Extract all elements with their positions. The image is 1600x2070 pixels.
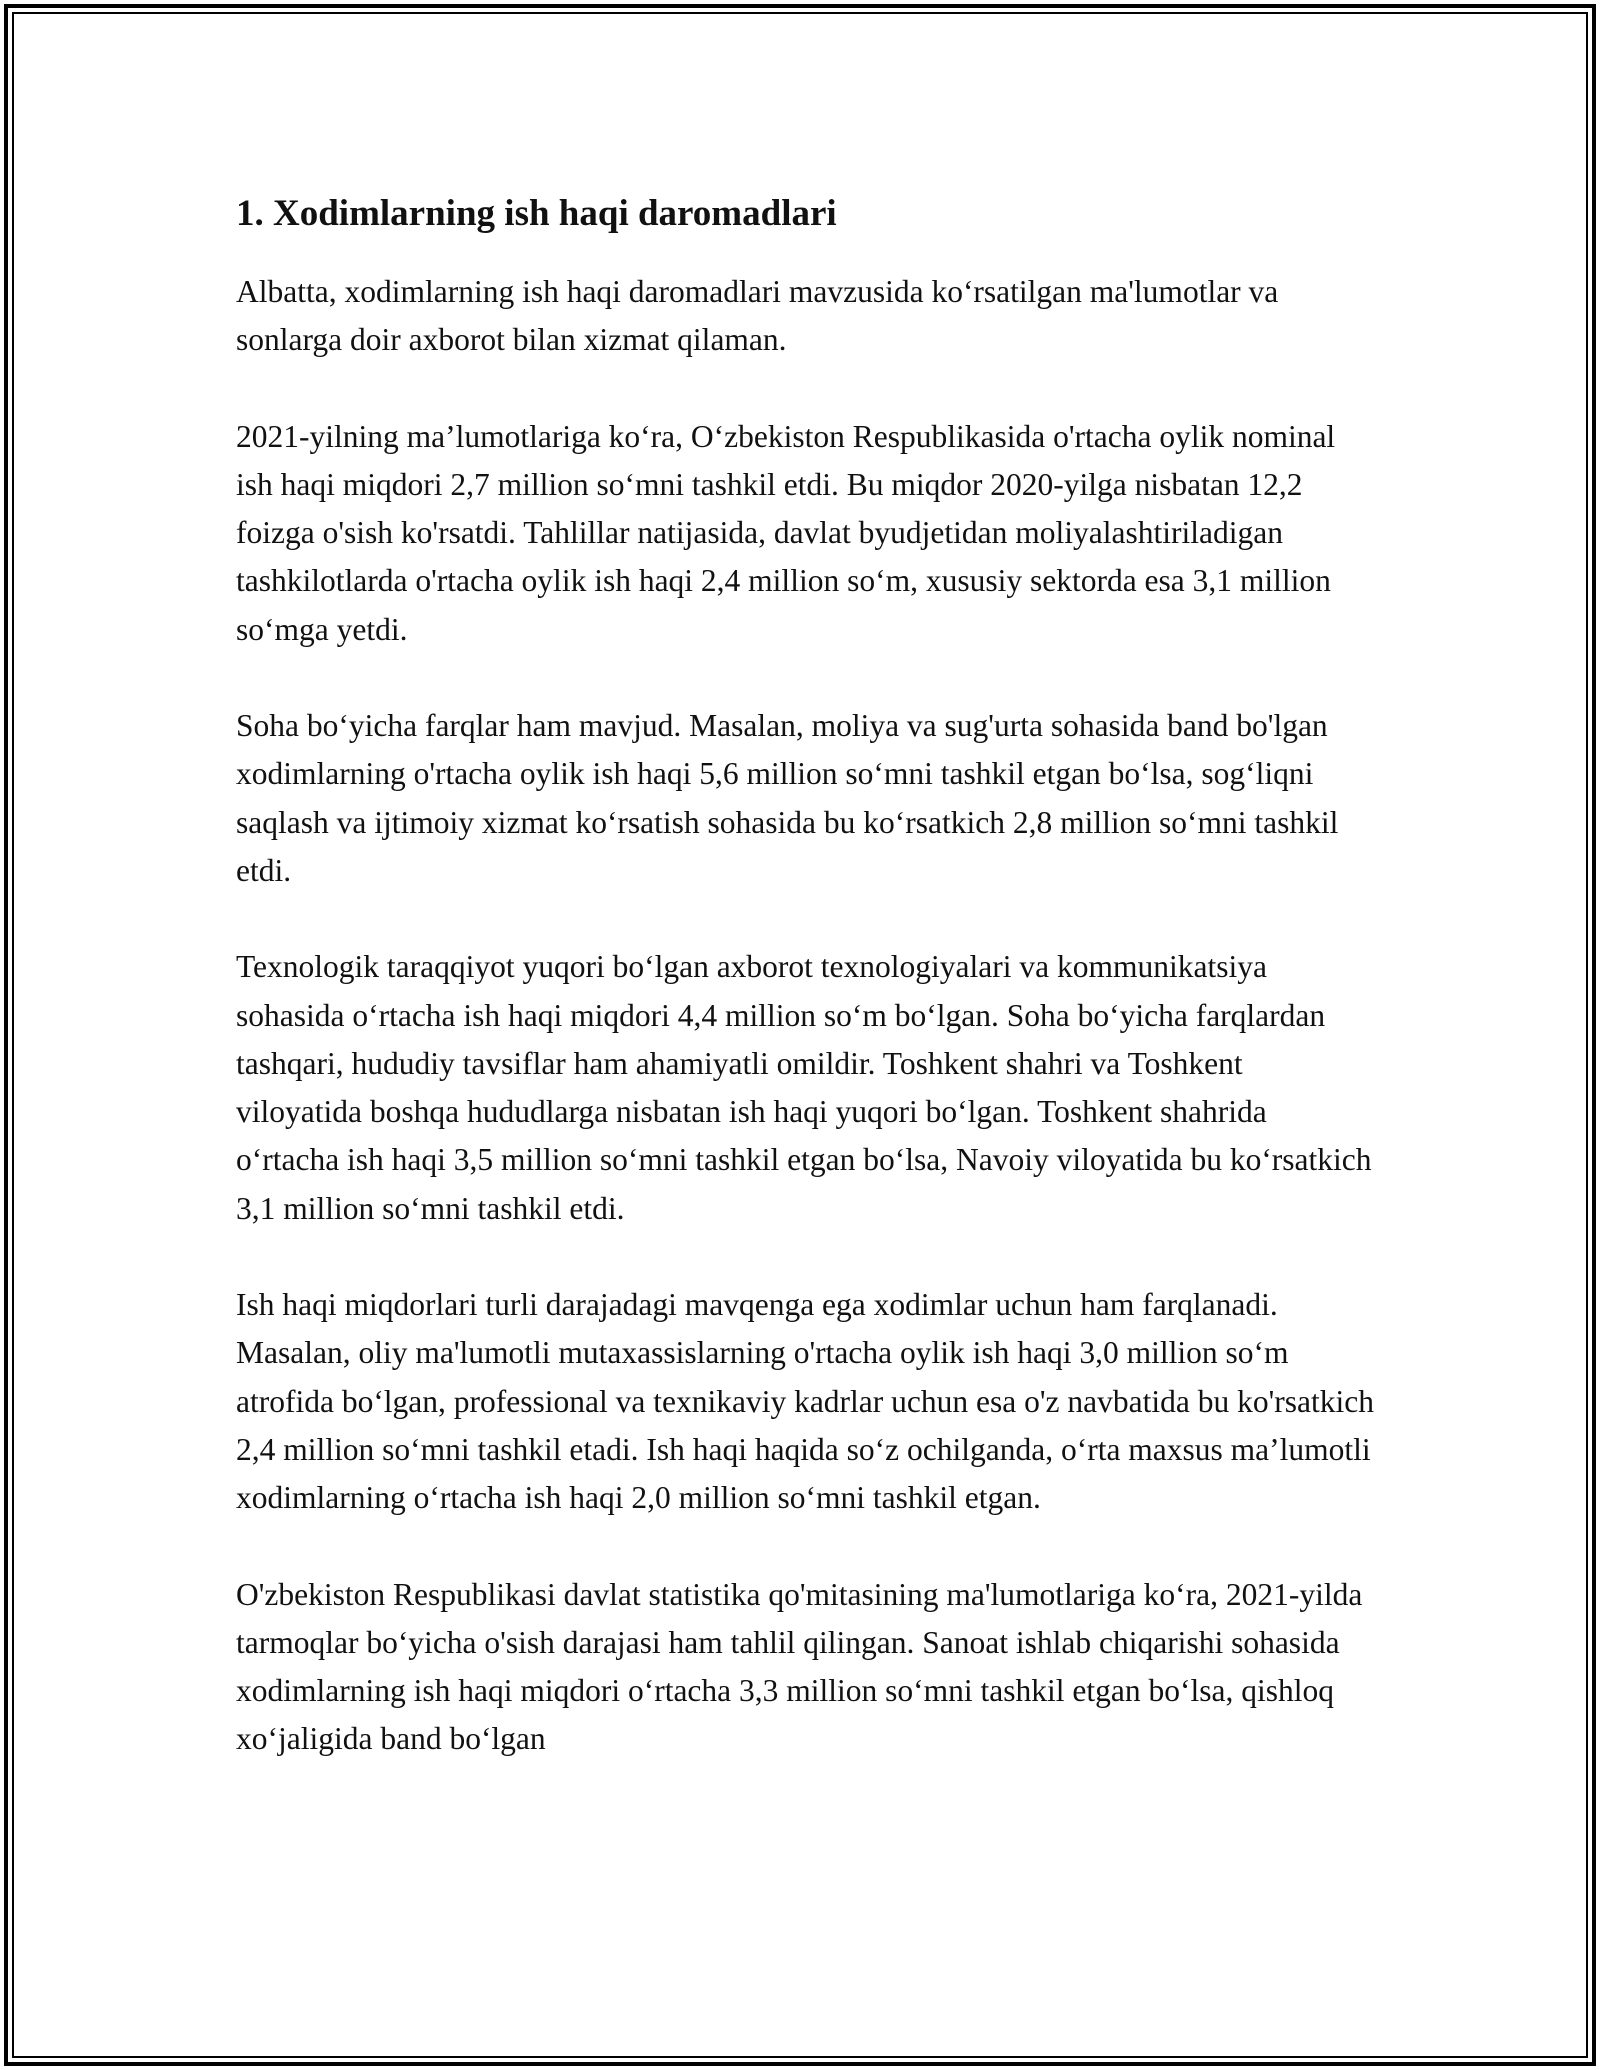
paragraph-sector-differences: Soha bo‘yicha farqlar ham mavjud. Masalan, moliya va sug'urta sohasida band bo'lgan xodimlarning o'rtacha oylik ish haqi 5,6 million so‘mni tashkil etgan bo‘lsa, sog‘liqni saqlash va ijtimoiy xizmat ko‘rsatish sohasida bu ko‘rsatkich 2,8 million so‘mni tashkil etdi. [236,708,1339,888]
paragraph-intro: Albatta, xodimlarning ish haqi daromadlari mavzusida ko‘rsatilgan ma'lumotlar va sonlarga doir axborot bilan xizmat qilaman. [236,274,1279,358]
paragraph-average-wage-2021: 2021-yilning ma’lumotlariga ko‘ra, O‘zbekiston Respublikasida o'rtacha oylik nominal ish haqi miqdori 2,7 million so‘mni tashkil etdi. Bu miqdor 2020-yilga nisbatan 12,2 foizga o'sish ko'rsatdi. Tahlillar natijasida, davlat byudjetidan moliyalashtiriladigan tashkilotlarda o'rtacha oylik ish haqi 2,4 million so‘m, xususiy sektorda esa 3,1 million so‘mga yetdi. [236,418,1336,647]
paragraph-statistics-committee: O'zbekiston Respublikasi davlat statistika qo'mitasining ma'lumotlariga ko‘ra, 2021-yilda tarmoqlar bo‘yicha o'sish darajasi ham tahlil qilingan. Sanoat ishlab chiqarishi sohasida xodimlarning ish haqi miqdori o‘rtacha 3,3 million so‘mni tashkil etgan bo‘lsa, qishloq xo‘jaligida band bo‘lgan [236,1576,1363,1757]
paragraph-it-and-regions: Texnologik taraqqiyot yuqori bo‘lgan axborot texnologiyalari va kommunikatsiya sohasida o‘rtacha ish haqi miqdori 4,4 million so‘m bo‘lgan. Soha bo‘yicha farqlardan tashqari, hududiy tavsiflar ham ahamiyatli omildir. Toshkent shahri va Toshkent viloyatida boshqa hududlarga nisbatan ish haqi yuqori bo‘lgan. Toshkent shahrida o‘rtacha ish haqi 3,5 million so‘mni tashkil etgan bo‘lsa, Navoiy viloyatida bu ko‘rsatkich 3,1 million so‘mni tashkil etdi. [236,949,1372,1226]
document-body [236,186,1376,1812]
section-heading: 1. Xodimlarning ish haqi daromadlari [236,193,837,234]
paragraph-education-levels: Ish haqi miqdorlari turli darajadagi mavqenga ega xodimlar uchun ham farqlanadi. Masalan, oliy ma'lumotli mutaxassislarning o'rtacha oylik ish haqi 3,0 million so‘m atrofida bo‘lgan, professional va texnikaviy kadrlar uchun esa o'z navbatida bu ko'rsatkich 2,4 million so‘mni tashkil etadi. Ish haqi haqida so‘z ochilganda, o‘rta maxsus ma’lumotli xodimlarning o‘rtacha ish haqi 2,0 million so‘mni tashkil etgan. [236,1287,1374,1516]
